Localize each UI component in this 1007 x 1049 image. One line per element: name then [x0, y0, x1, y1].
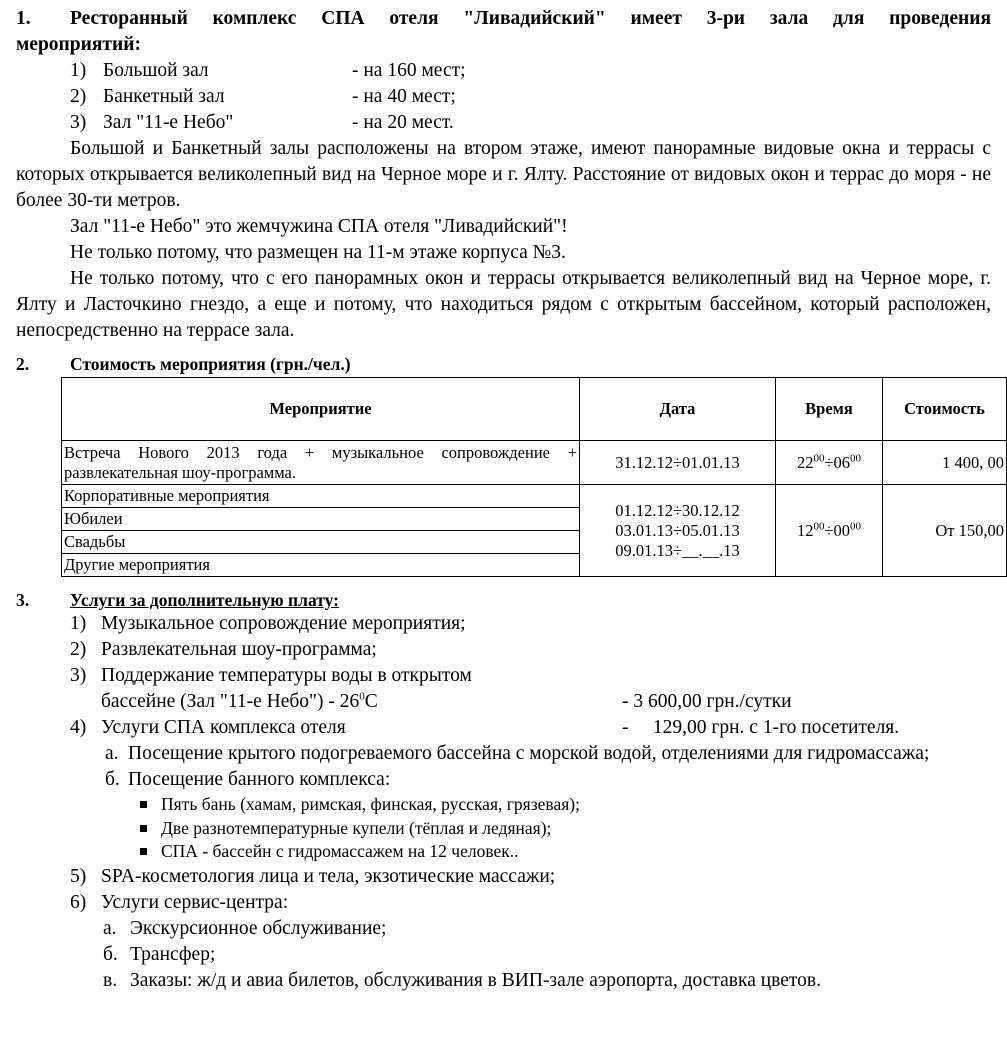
price-table	[61, 377, 1007, 577]
spa-price: - 129,00 грн. с 1-го посетителя.	[622, 717, 900, 738]
list-number: 6)	[70, 891, 87, 913]
cell-event: Другие мероприятия	[62, 554, 580, 577]
hall-capacity: - на 40 мест;	[352, 86, 456, 107]
hall-item	[16, 84, 991, 110]
list-item	[16, 715, 991, 741]
section-1	[16, 6, 991, 344]
list-text: Услуги СПА комплекса отеля - 129,00 грн. с 1-го посетителя.	[101, 715, 991, 741]
list-text: Услуги сервис-центра:	[101, 891, 289, 913]
bullet-item: Пять бань (хамам, римская, финская, русская, грязевая);	[137, 793, 991, 817]
sub-number: а.	[103, 917, 117, 939]
cell-event: Встреча Нового 2013 года + музыкальное сопровождение + развлекательная шоу-программа.	[62, 441, 580, 485]
sub-item	[16, 916, 991, 942]
hall-capacity: - на 20 мест.	[352, 112, 454, 133]
bullet-square-icon	[137, 793, 161, 817]
sub-text: Посещение крытого подогреваемого бассейна с морской водой, отделениями для гидромассажа;	[128, 743, 930, 764]
list-text	[101, 663, 991, 715]
sub-item	[16, 741, 991, 767]
sub-number: а.	[105, 743, 119, 764]
cell-cost-group: От 150,00	[883, 485, 1007, 577]
list-number: 5)	[70, 865, 87, 887]
sub-number: б.	[105, 769, 120, 790]
hall-name: Банкетный зал	[103, 86, 225, 107]
paragraph-halls-location: Большой и Банкетный залы расположены на втором этаже, имеют панорамные видовые окна и террасы с которых открывается великолепный вид на Черное море и г. Ялту. Расстояние от видовых окон и террас до моря - не более 30-ти метров.	[16, 138, 991, 211]
sub-text: Посещение банного комплекса:	[128, 769, 391, 790]
sub-number: б.	[103, 943, 118, 965]
section-2-heading	[16, 353, 991, 375]
paragraph-view: Не только потому, что с его панорамных окон и террасы открывается великолепный вид на Черное море, г. Ялту и Ласточкино гнездо, а еще и потому, что находиться рядом с открытым бассейном, который расположен, непосредственно на террасе зала.	[16, 268, 991, 341]
hall-item	[16, 110, 991, 136]
sub-number: в.	[103, 969, 118, 991]
list-item	[16, 611, 991, 637]
section-2-number: 2.	[16, 354, 30, 374]
bullet-item: СПА - бассейн с гидромассажем на 12 человек..	[137, 840, 991, 864]
hall-capacity: - на 160 мест;	[352, 60, 466, 81]
paragraph-sky-hall: Зал "11-е Небо" это жемчужина СПА отеля "Ливадийский"!	[70, 216, 568, 237]
header-date: Дата	[580, 378, 776, 441]
section-1-title: Ресторанный комплекс СПА отеля "Ливадийский" имеет 3-ри зала для проведения	[70, 8, 991, 29]
section-1-number: 1.	[16, 8, 31, 29]
section-1-heading	[16, 6, 991, 32]
list-item	[16, 864, 991, 890]
list-item	[16, 890, 991, 916]
bullet-square-icon	[137, 840, 161, 864]
sub-item	[16, 942, 991, 968]
bullet-list	[16, 793, 991, 864]
table-row	[62, 441, 1007, 485]
list-text: SPA-косметология лица и тела, экзотические массажи;	[101, 865, 556, 887]
list-text: Развлекательная шоу-программа;	[101, 639, 377, 660]
list-number: 3)	[70, 665, 87, 686]
bullet-item: Две разнотемпературные купели (тёплая и ледяная);	[137, 817, 991, 841]
section-3-number: 3.	[16, 590, 30, 610]
section-1-title-cont: мероприятий:	[16, 34, 141, 55]
hall-number: 2)	[70, 86, 87, 107]
cell-date-group	[580, 485, 776, 577]
bullet-square-icon	[137, 817, 161, 841]
cell-date: 31.12.12÷01.01.13	[580, 441, 776, 485]
hall-name: Зал "11-е Небо"	[103, 112, 234, 133]
header-time: Время	[776, 378, 883, 441]
section-2-title: Стоимость мероприятия (грн./чел.)	[70, 354, 351, 374]
cell-cost: 1 400, 00	[883, 441, 1007, 485]
list-number: 2)	[70, 639, 87, 660]
table-row	[62, 485, 1007, 508]
sub-text: Заказы: ж/д и авиа билетов, обслуживания в ВИП-зале аэропорта, доставка цветов.	[130, 969, 822, 991]
section-2	[16, 353, 1004, 577]
section-3-heading	[16, 589, 991, 611]
cell-event: Свадьбы	[62, 531, 580, 554]
paragraph-floor: Не только потому, что размещен на 11-м этаже корпуса №3.	[70, 242, 566, 263]
hall-number: 3)	[70, 112, 87, 133]
pool-line: Поддержание температуры воды в открытом	[101, 665, 472, 686]
header-event: Мероприятие	[62, 378, 580, 441]
sub-text: Экскурсионное обслуживание;	[130, 917, 387, 939]
header-cost: Стоимость	[883, 378, 1007, 441]
sub-item	[16, 968, 991, 994]
pool-price-line: бассейне (Зал "11-е Небо") - $26^0С$ - 3 600,00 грн./сутки	[101, 689, 991, 715]
pool-price: - 3 600,00 грн./сутки	[622, 691, 792, 712]
hall-item	[16, 58, 991, 84]
sub-item	[16, 767, 991, 793]
list-number: 1)	[70, 613, 87, 634]
section-3	[16, 589, 991, 994]
hall-number: 1)	[70, 60, 87, 81]
list-text: Музыкальное сопровождение мероприятия;	[101, 613, 466, 634]
hall-name: Большой зал	[103, 60, 209, 81]
list-number: 4)	[70, 717, 87, 738]
list-item	[16, 637, 991, 663]
list-item	[16, 663, 991, 715]
table-header-row	[62, 378, 1007, 441]
sub-text: Трансфер;	[130, 943, 216, 965]
cell-event: Юбилеи	[62, 508, 580, 531]
cell-event: Корпоративные мероприятия	[62, 485, 580, 508]
cell-time-group: $12^{00}\div 00^{00}$	[776, 485, 883, 577]
cell-time: $22^{00}\div 06^{00}$	[776, 441, 883, 485]
date-range: 01.12.12÷30.12.12	[615, 500, 740, 520]
date-range: 09.01.13÷__.__.13	[615, 540, 740, 560]
date-range: 03.01.13÷05.01.13	[615, 520, 740, 540]
section-3-title: Услуги за дополнительную плату:	[70, 590, 339, 610]
document	[16, 6, 1004, 994]
